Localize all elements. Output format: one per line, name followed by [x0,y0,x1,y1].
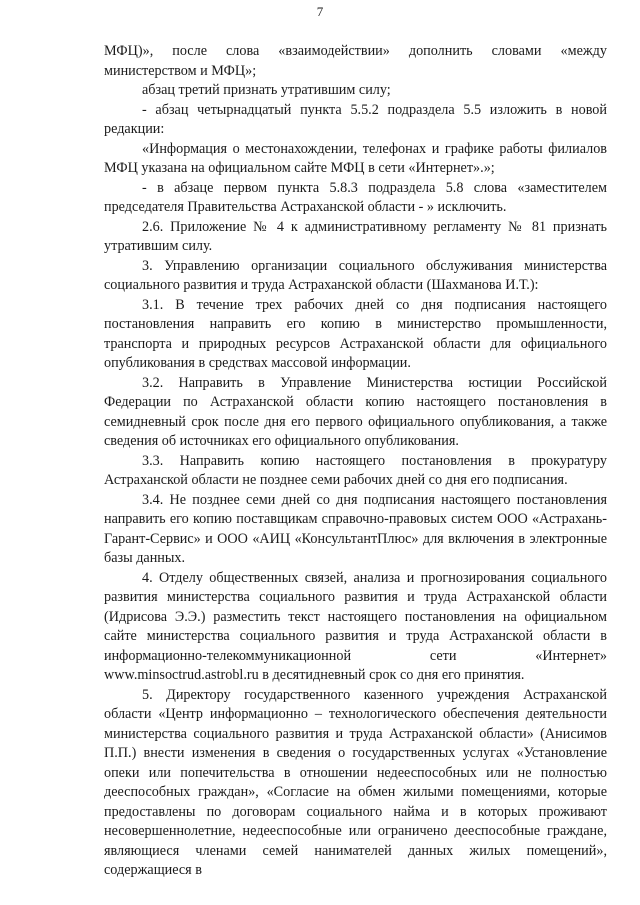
paragraph: 3.3. Направить копию настоящего постановления в прокуратуру Астраханской области не позднее семи рабочих дней со дня его подписания. [104,452,607,488]
paragraph: 3. Управлению организации социального обслуживания министерства социального развития и труда Астраханской области (Шахманова И.Т.): [104,257,607,293]
paragraph: 4. Отделу общественных связей, анализа и прогнозирования социального развития министерства социального развития и труда Астраханской области (Идрисова Э.Э.) разместить текст настоящего постановления на официальном сайте министерства социального развития и труда Астраханской области в информационно-телекоммуникационной сети «Интернет» www.minsoctrud.astrobl.ru в десятидневный срок со дня его принятия. [104,569,607,683]
paragraph: «Информация о местонахождении, телефонах и графике работы филиалов МФЦ указана на официальном сайте МФЦ в сети «Интернет».»; [104,140,607,176]
paragraph: 5. Директору государственного казенного учреждения Астраханской области «Центр информационно – технологического обеспечения деятельности министерства социального развития и труда Астраханской области» (Анисимов П.П.) внести изменения в сведения о государственных услугах «Установление опеки или попечительства в отношении недееспособных или не полностью дееспособных граждан», «Согласие на обмен жилыми помещениями, которые предоставлены по договорам социального найма и в которых проживают несовершеннолетние, недееспособные или ограничено дееспособные граждане, являющиеся членами семей нанимателей данных жилых помещений», содержащиеся в [104,686,607,878]
paragraph: - в абзаце первом пункта 5.8.3 подраздела 5.8 слова «заместителем председателя Правительства Астраханской области - » исключить. [104,179,607,215]
document-body [104,42,607,881]
paragraph: абзац третий признать утратившим силу; [142,82,391,98]
paragraph: 3.1. В течение трех рабочих дней со дня подписания настоящего постановления направить его копию в министерство промышленности, транспорта и природных ресурсов Астраханской области для официального опубликования в средствах массовой информации. [104,296,607,371]
paragraph: 2.6. Приложение № 4 к административному регламенту № 81 признать утратившим силу. [104,218,607,254]
page-number: 7 [316,4,324,19]
paragraph: - абзац четырнадцатый пункта 5.5.2 подраздела 5.5 изложить в новой редакции: [104,101,607,137]
paragraph: 3.4. Не позднее семи дней со дня подписания настоящего постановления направить его копию поставщикам справочно-правовых систем ООО «Астрахань-Гарант-Сервис» и ООО «АИЦ «КонсультантПлюс» для включения в электронные базы данных. [104,491,607,566]
paragraph: 3.2. Направить в Управление Министерства юстиции Российской Федерации по Астраханской области копию настоящего постановления в семидневный срок после дня его первого официального опубликования, а также сведения об источниках его официального опубликования. [104,374,607,449]
paragraph: МФЦ)», после слова «взаимодействии» дополнить словами «между министерством и МФЦ»; [104,43,607,79]
